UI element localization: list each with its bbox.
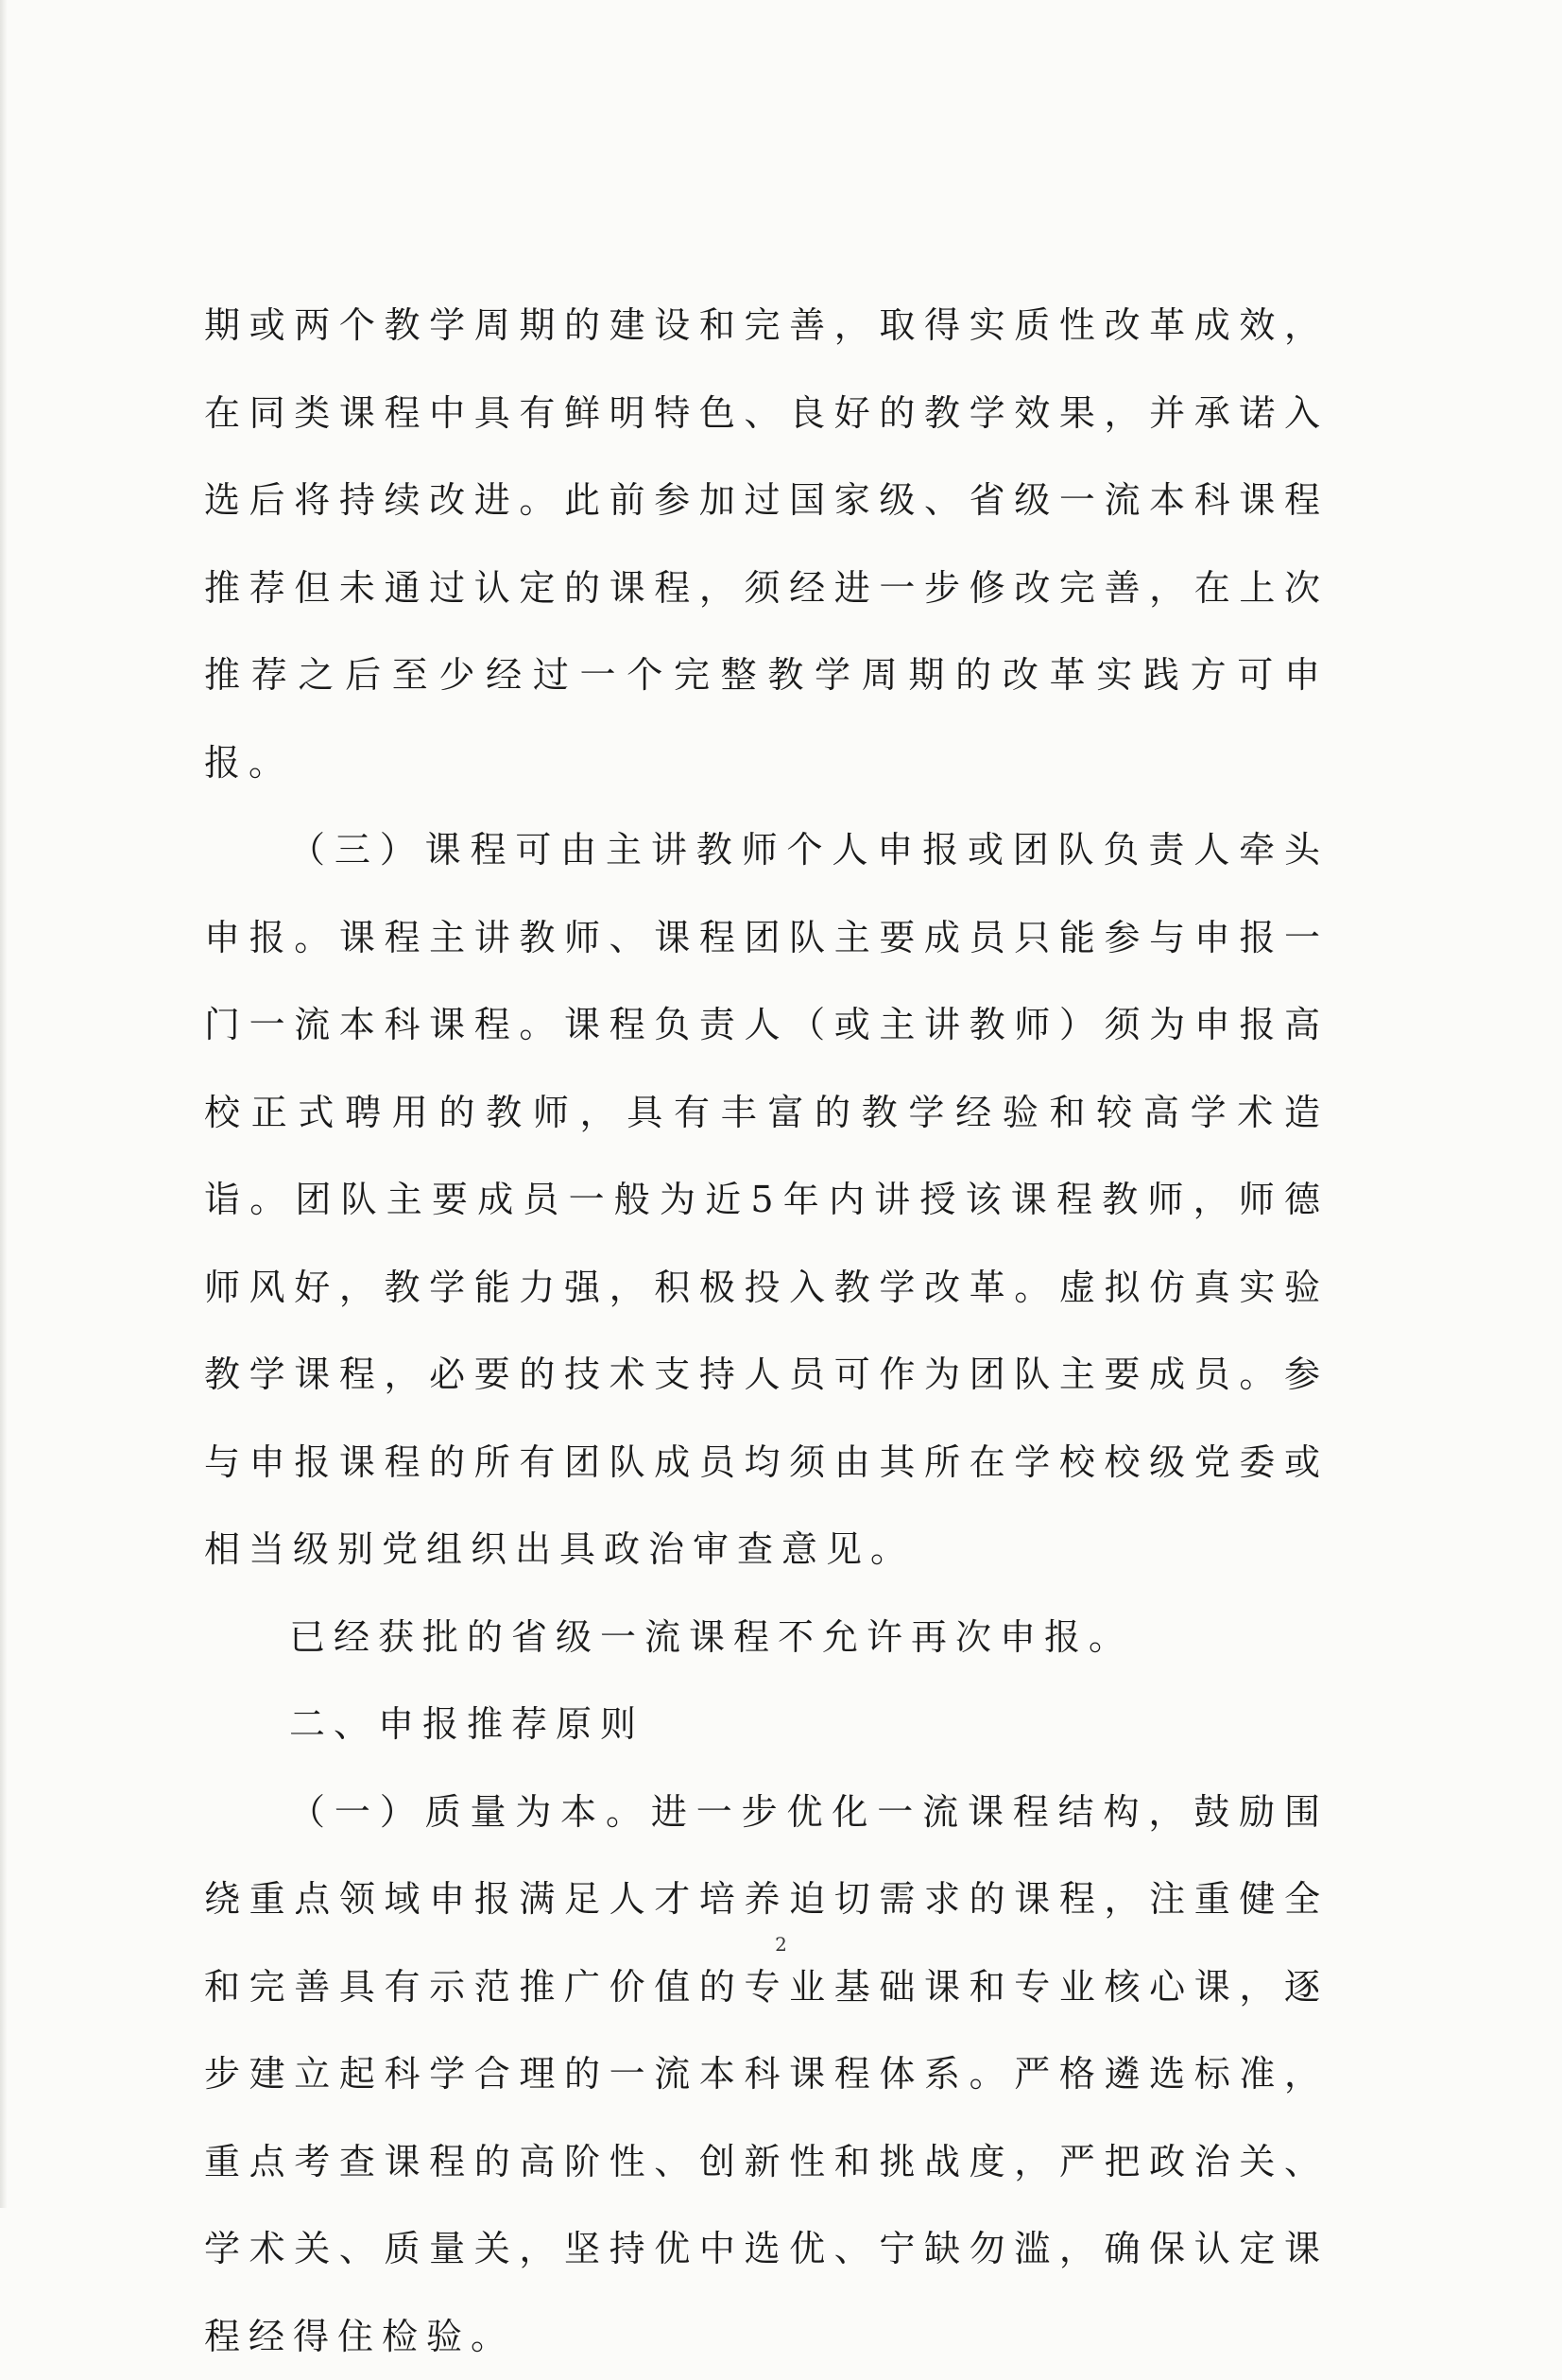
paragraph-item-three: （三）课程可由主讲教师个人申报或团队负责人牵头申报。课程主讲教师、课程团队主要成员只能参与申报一门一流本科课程。课程负责人（或主讲教师）须为申报高校正式聘用的教师，具有丰富的教学经验和较高学术造诣。团队主要成员一般为近5年内讲授该课程教师，师德师风好，教学能力强，积极投入教学改革。虚拟仿真实验教学课程，必要的技术支持人员可作为团队主要成员。参与申报课程的所有团队成员均须由其所在学校校级党委或相当级别党组织出具政治审查意见。: [204, 806, 1329, 1594]
page-number: 2: [0, 1933, 1562, 1956]
paragraph-approved-courses: 已经获批的省级一流课程不允许再次申报。: [204, 1594, 1329, 1682]
paragraph-quality-first: （一）质量为本。进一步优化一流课程结构，鼓励围绕重点领域申报满足人才培养迫切需求的课程，注重健全和完善具有示范推广价值的专业基础课和专业核心课，逐步建立起科学合理的一流本科课程体系。严格遴选标准，重点考查课程的高阶性、创新性和挑战度，严把政治关、学术关、质量关，坚持优中选优、宁缺勿滥，确保认定课程经得住检验。: [204, 1768, 1329, 2380]
paragraph-continuation: 期或两个教学周期的建设和完善，取得实质性改革成效，在同类课程中具有鲜明特色、良好的教学效果，并承诺入选后将持续改进。此前参加过国家级、省级一流本科课程推荐但未通过认定的课程，须经进一步修改完善，在上次推荐之后至少经过一个完整教学周期的改革实践方可申报。: [204, 282, 1329, 806]
body-text: [204, 282, 1329, 2380]
scan-edge-shadow: [0, 0, 8, 2208]
section-heading-principles: 二、申报推荐原则: [204, 1681, 1329, 1768]
